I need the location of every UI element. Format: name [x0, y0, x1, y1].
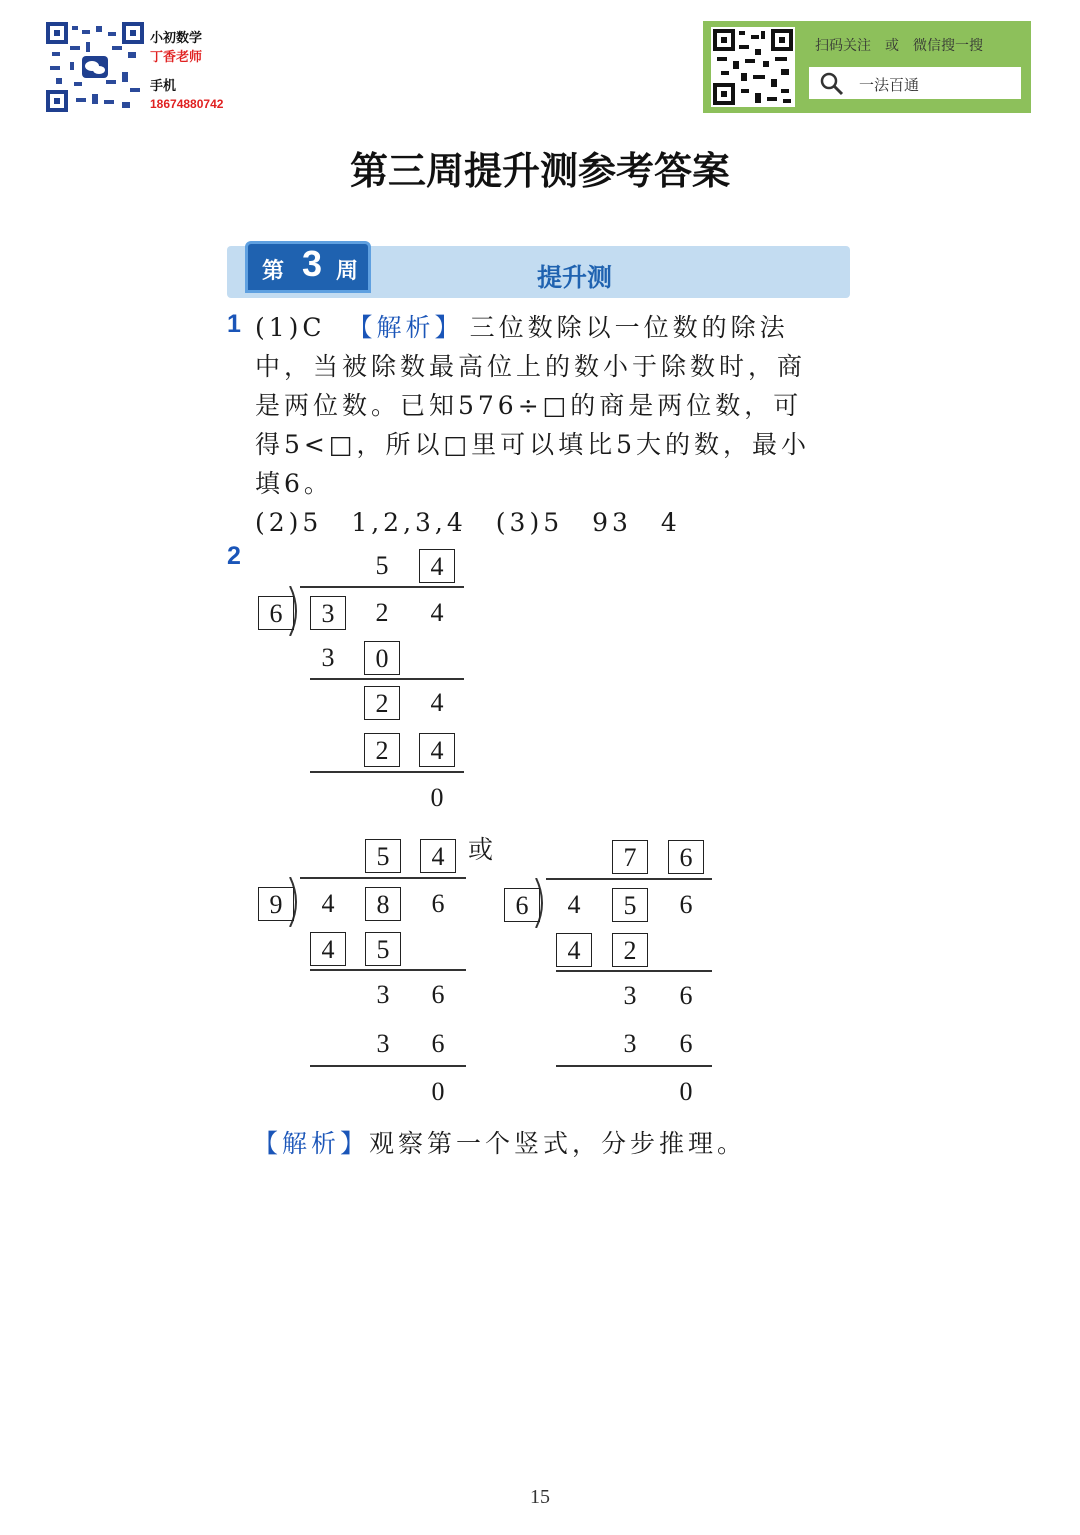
quotient-digit-box: 6	[668, 840, 704, 874]
q2-analysis-tag: 【解析】	[253, 1129, 370, 1158]
subtraction-line	[556, 970, 712, 972]
banner-qr-code	[711, 27, 795, 107]
divisor-box: 6	[258, 596, 294, 630]
dividend-digit: 4	[430, 598, 444, 627]
contact-teacher: 丁香老师	[150, 49, 203, 64]
division-bar	[300, 877, 466, 879]
q1-part2-answers: (2)5 1,2,3,4 (3)5 93 4	[255, 508, 681, 537]
section-title: 提升测	[537, 263, 613, 292]
step-digit-box: 0	[364, 641, 400, 675]
dividend-digit: 2	[375, 598, 389, 627]
division-bar	[300, 586, 464, 588]
dividend-digit-box: 8	[365, 887, 401, 921]
dividend-digit: 4	[321, 889, 335, 918]
subtraction-line	[310, 969, 466, 971]
remainder: 0	[679, 1077, 693, 1106]
quotient-digit-box: 5	[365, 839, 401, 873]
division-bar	[546, 878, 712, 880]
subtraction-line	[310, 678, 464, 680]
contact-phone: 18674880742	[150, 97, 224, 111]
wechat-qr-code	[46, 22, 144, 112]
divisor-box: 6	[504, 888, 540, 922]
step-digit: 4	[430, 688, 444, 717]
q1-analysis-line: 填6。	[255, 469, 333, 498]
remainder: 0	[430, 783, 444, 812]
question-1-line-1	[255, 308, 789, 344]
q1-analysis-line: 是两位数。已知576÷□的商是两位数，可	[255, 391, 803, 420]
question-2-number: 2	[227, 542, 241, 570]
quotient-digit-box: 4	[420, 839, 456, 873]
step-digit: 6	[431, 1029, 445, 1058]
step-digit: 6	[431, 980, 445, 1009]
step-digit: 3	[623, 1029, 637, 1058]
week-number: 3	[302, 243, 323, 284]
or-label: 或	[468, 835, 494, 864]
step-digit-box: 4	[556, 933, 592, 967]
banner-prompt: 扫码关注 或 微信搜一搜	[815, 37, 983, 53]
week-tab	[245, 241, 371, 293]
banner-search-box[interactable]	[809, 67, 1021, 99]
search-icon	[819, 71, 845, 101]
wechat-search-banner	[703, 21, 1031, 113]
quotient-digit-box: 7	[612, 840, 648, 874]
dividend-digit-box: 3	[310, 596, 346, 630]
step-digit-box: 4	[419, 733, 455, 767]
dividend-digit: 6	[431, 889, 445, 918]
divisor-box: 9	[258, 887, 294, 921]
step-digit: 3	[321, 643, 335, 672]
step-digit: 6	[679, 981, 693, 1010]
dividend-digit: 6	[679, 890, 693, 919]
question-1-number: 1	[227, 310, 241, 338]
subtraction-line	[310, 771, 464, 773]
q2-analysis	[253, 1124, 746, 1160]
q2-analysis-text: 观察第一个竖式，分步推理。	[369, 1129, 747, 1158]
step-digit-box: 2	[612, 933, 648, 967]
step-digit: 6	[679, 1029, 693, 1058]
quotient-digit-box: 4	[419, 549, 455, 583]
step-digit-box: 2	[364, 686, 400, 720]
dividend-digit-box: 5	[612, 888, 648, 922]
step-digit-box: 5	[365, 932, 401, 966]
week-prefix: 第	[262, 259, 285, 284]
q1-analysis-line: 中，当被除数最高位上的数小于除数时，商	[255, 352, 807, 381]
banner-search-text: 一法百通	[859, 77, 920, 94]
dividend-digit: 4	[567, 890, 581, 919]
step-digit: 3	[376, 1029, 390, 1058]
section-header	[227, 243, 850, 298]
q1-part1-answer: (1)C	[255, 313, 326, 342]
step-digit-box: 4	[310, 932, 346, 966]
subtraction-line	[556, 1065, 712, 1067]
step-digit: 3	[623, 981, 637, 1010]
step-digit-box: 2	[364, 733, 400, 767]
q1-analysis-line: 得5<□，所以□里可以填比5大的数，最小	[255, 430, 811, 459]
quotient-digit: 5	[375, 551, 389, 580]
contact-subject: 小初数学	[150, 30, 203, 45]
remainder: 0	[431, 1077, 445, 1106]
contact-phone-label: 手机	[150, 78, 177, 93]
subtraction-line	[310, 1065, 466, 1067]
step-digit: 3	[376, 980, 390, 1009]
week-suffix: 周	[336, 259, 359, 284]
q1-analysis-line: 三位数除以一位数的除法	[469, 313, 789, 342]
q1-analysis-tag: 【解析】	[347, 313, 464, 342]
page-title: 第三周提升测参考答案	[349, 149, 730, 193]
page-number: 15	[530, 1486, 550, 1508]
